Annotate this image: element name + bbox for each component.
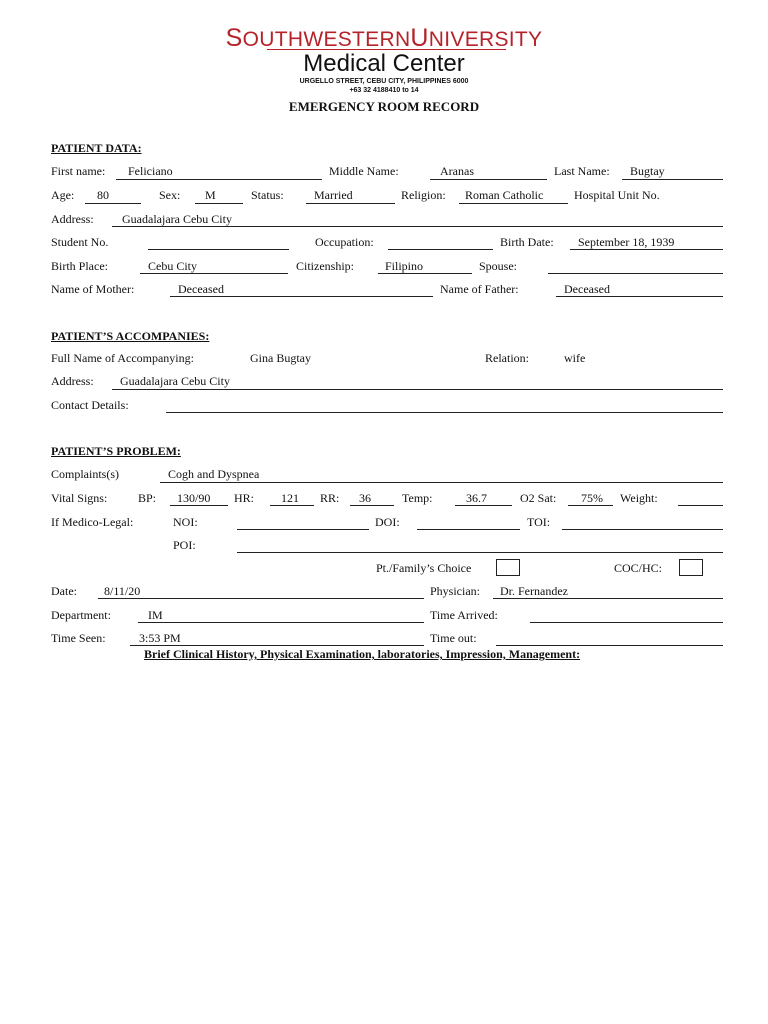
medical-center-title: Medical Center (303, 50, 465, 77)
accompany-address-field[interactable] (112, 389, 723, 390)
religion-label: Religion: (401, 188, 446, 202)
family-choice-label: Pt./Family’s Choice (376, 561, 472, 575)
middle-name-field[interactable] (430, 179, 547, 180)
temp-label: Temp: (402, 491, 433, 505)
status-label: Status: (251, 188, 284, 202)
date-label: Date: (51, 584, 77, 598)
birth-date-value: September 18, 1939 (578, 235, 675, 249)
hospital-unit-label: Hospital Unit No. (574, 188, 660, 202)
doi-field[interactable] (417, 529, 520, 530)
age-label: Age: (51, 188, 75, 202)
hospital-address: URGELLO STREET, CEBU CITY, PHILIPPINES 6000 (299, 78, 469, 85)
department-value: IM (148, 608, 163, 622)
time-seen-value: 3:53 PM (139, 631, 181, 645)
o2-value: 75% (581, 491, 603, 505)
bp-value: 130/90 (177, 491, 211, 505)
sex-field[interactable] (195, 203, 243, 204)
accompany-address-label: Address: (51, 374, 94, 388)
temp-value: 36.7 (466, 491, 487, 505)
age-field[interactable] (85, 203, 141, 204)
religion-value: Roman Catholic (465, 188, 544, 202)
citizenship-label: Citizenship: (296, 259, 354, 273)
time-seen-label: Time Seen: (51, 631, 106, 645)
weight-label: Weight: (620, 491, 658, 505)
relation-value: wife (564, 351, 586, 365)
physician-value: Dr. Fernandez (500, 584, 568, 598)
hospital-phone: +63 32 4188410 to 14 (349, 87, 419, 94)
hr-value: 121 (281, 491, 299, 505)
date-field[interactable] (98, 598, 424, 599)
physician-label: Physician: (430, 584, 480, 598)
last-name-field[interactable] (622, 179, 723, 180)
form-title: EMERGENCY ROOM RECORD (288, 99, 480, 114)
time-arrived-label: Time Arrived: (430, 608, 498, 622)
accompanying-name-value: Gina Bugtay (250, 351, 311, 365)
last-name-value: Bugtay (630, 164, 665, 178)
spouse-field[interactable] (548, 273, 723, 274)
middle-name-label: Middle Name: (329, 164, 399, 178)
relation-label: Relation: (485, 351, 529, 365)
citizenship-value: Filipino (385, 259, 424, 273)
spouse-label: Spouse: (479, 259, 518, 273)
status-value: Married (314, 188, 353, 202)
toi-label: TOI: (527, 515, 551, 529)
accompanying-name-label: Full Name of Accompanying: (51, 351, 194, 365)
last-name-label: Last Name: (554, 164, 610, 178)
brief-clinical-history-heading: Brief Clinical History, Physical Examination, laboratories, Impression, Management: (144, 647, 581, 661)
rr-field[interactable] (350, 505, 394, 506)
medico-legal-label: If Medico-Legal: (51, 515, 134, 529)
toi-field[interactable] (562, 529, 723, 530)
student-no-label: Student No. (51, 235, 109, 249)
contact-field[interactable] (166, 412, 723, 413)
father-value: Deceased (564, 282, 610, 296)
birth-place-value: Cebu City (148, 259, 198, 273)
complaints-value: Cogh and Dyspnea (168, 467, 260, 481)
section-problem: PATIENT’S PROBLEM: (51, 444, 181, 458)
noi-label: NOI: (173, 515, 198, 529)
rr-value: 36 (359, 491, 371, 505)
department-field[interactable] (138, 622, 424, 623)
rr-label: RR: (320, 491, 340, 505)
first-name-label: First name: (51, 164, 106, 178)
first-name-value: Feliciano (128, 164, 173, 178)
sex-label: Sex: (159, 188, 181, 202)
contact-label: Contact Details: (51, 398, 129, 412)
university-name: SOUTHWESTERNUNIVERSITY (225, 24, 543, 52)
first-name-field[interactable] (116, 179, 322, 180)
coc-hc-label: COC/HC: (614, 561, 663, 575)
poi-field[interactable] (237, 552, 723, 553)
noi-field[interactable] (237, 529, 369, 530)
father-label: Name of Father: (440, 282, 519, 296)
coc-hc-checkbox[interactable] (679, 559, 703, 576)
student-no-field[interactable] (148, 249, 289, 250)
vitals-label: Vital Signs: (51, 491, 108, 505)
doi-label: DOI: (375, 515, 400, 529)
address-label: Address: (51, 212, 94, 226)
complaints-field[interactable] (160, 482, 723, 483)
date-value: 8/11/20 (104, 584, 141, 598)
age-value: 80 (97, 188, 109, 202)
religion-field[interactable] (459, 203, 568, 204)
address-value: Guadalajara Cebu City (122, 212, 232, 226)
poi-label: POI: (173, 538, 196, 552)
bp-label: BP: (138, 491, 157, 505)
hr-label: HR: (234, 491, 255, 505)
birth-date-label: Birth Date: (500, 235, 554, 249)
status-field[interactable] (306, 203, 395, 204)
accompany-address-value: Guadalajara Cebu City (120, 374, 230, 388)
family-choice-checkbox[interactable] (496, 559, 520, 576)
o2-label: O2 Sat: (520, 491, 557, 505)
section-accompanies: PATIENT’S ACCOMPANIES: (51, 329, 210, 343)
occupation-label: Occupation: (315, 235, 374, 249)
occupation-field[interactable] (388, 249, 493, 250)
middle-name-value: Aranas (440, 164, 474, 178)
time-out-field[interactable] (496, 645, 723, 646)
section-patient-data: PATIENT DATA: (51, 141, 142, 155)
birth-place-label: Birth Place: (51, 259, 108, 273)
mother-value: Deceased (178, 282, 224, 296)
time-out-label: Time out: (430, 631, 477, 645)
time-arrived-field[interactable] (530, 622, 723, 623)
sex-value: M (205, 188, 216, 202)
weight-field[interactable] (678, 505, 723, 506)
department-label: Department: (51, 608, 111, 622)
complaints-label: Complaints(s) (51, 467, 119, 481)
mother-label: Name of Mother: (51, 282, 135, 296)
